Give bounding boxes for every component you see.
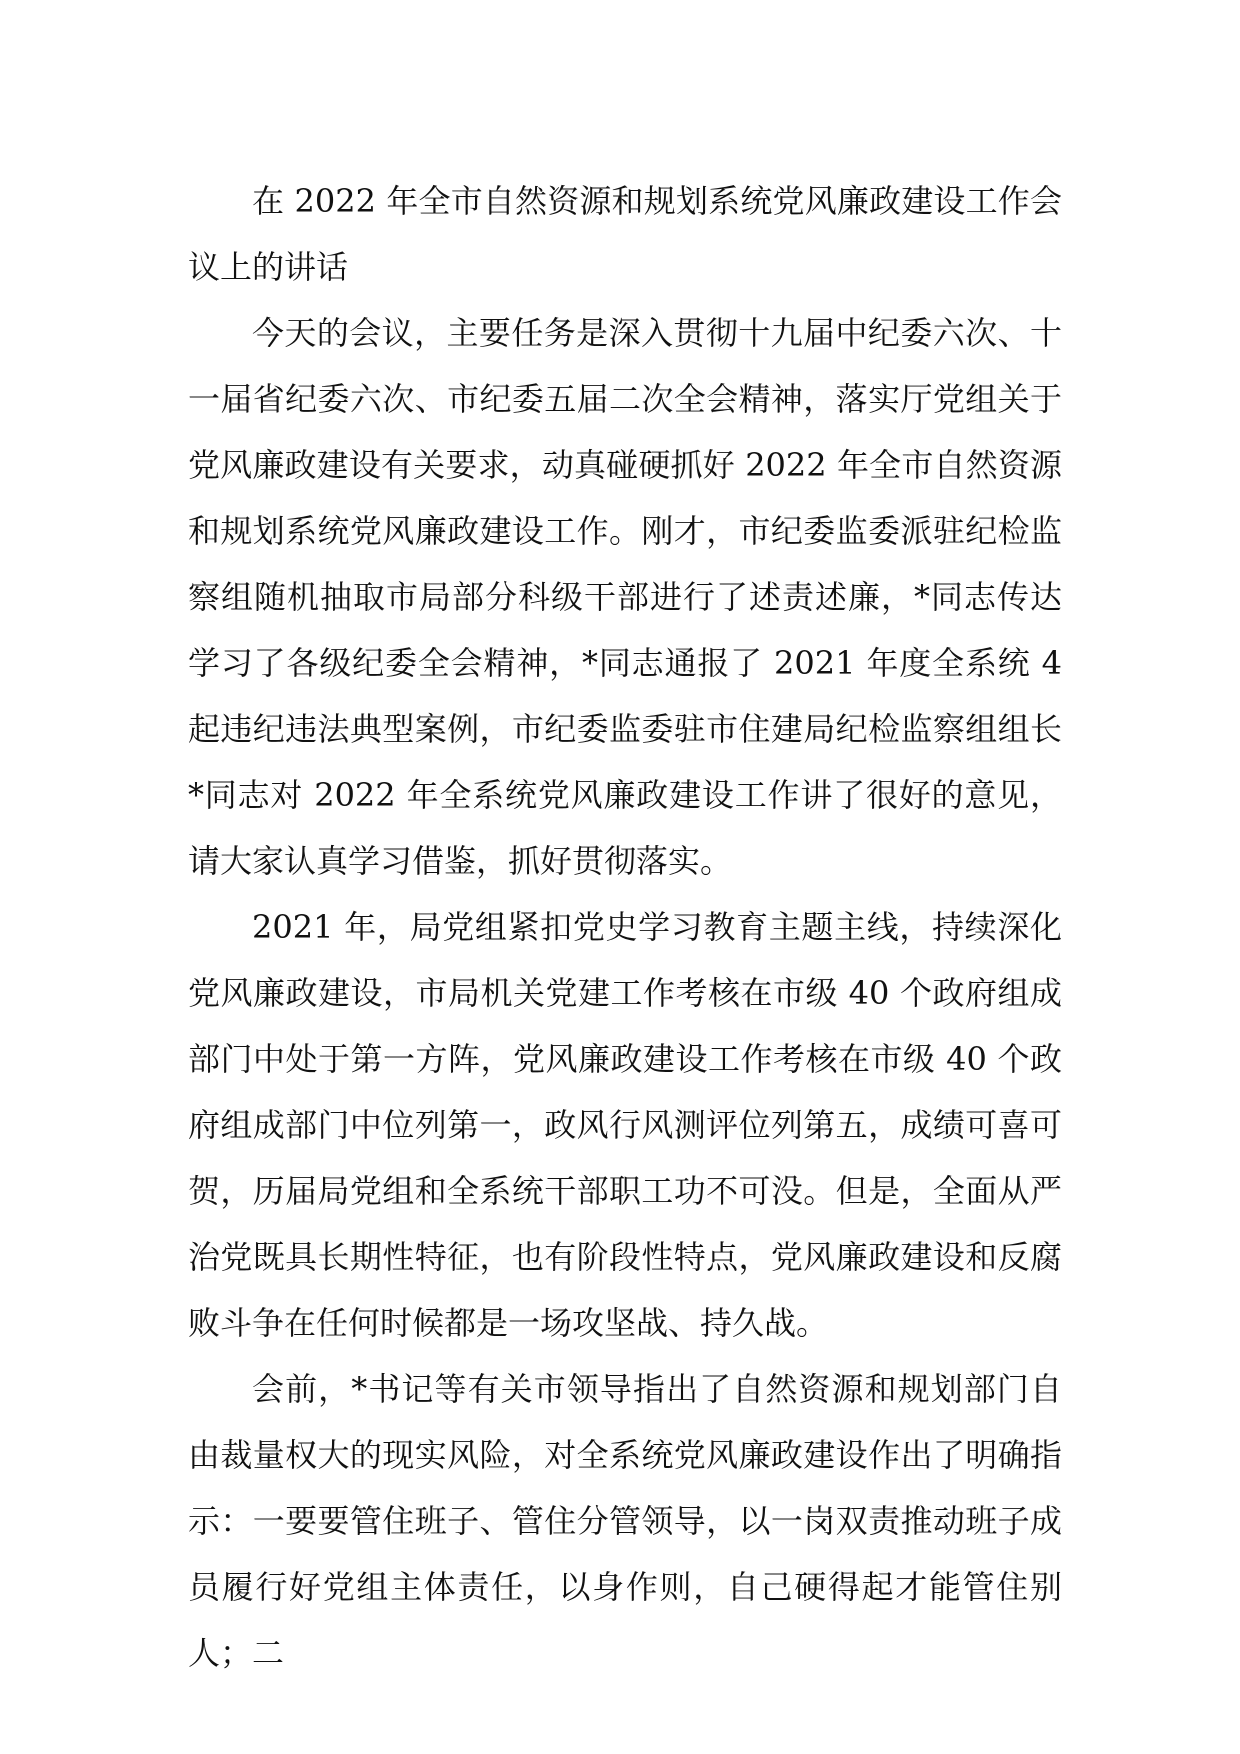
paragraph-leader-instructions: 会前，*书记等有关市领导指出了自然资源和规划部门自由裁量权大的现实风险，对全系统党风廉政建设作出了明确指示：一要要管住班子、管住分管领导，以一岗双责推动班子成员履行好党组主体责任，以身作则，自己硬得起才能管住别人；二 <box>188 1370 1062 1672</box>
paragraph-opening: 今天的会议，主要任务是深入贯彻十九届中纪委六次、十一届省纪委六次、市纪委五届二次全会精神，落实厅党组关于党风廉政建设有关要求，动真碰硬抓好 2022 年全市自然资源和规划系统党风廉政建设工作。刚才，市纪委监委派驻纪检监察组随机抽取市局部分科级干部进行了述责述廉，*同志传达学习了各级纪委全会精神，*同志通报了 2021 年度全系统 4 起违纪违法典型案例，市纪委监委驻市住建局纪检监察组组长*同志对 2022 年全系统党风廉政建设工作讲了很好的意见，请大家认真学习借鉴，抓好贯彻落实。 <box>188 314 1062 880</box>
document-body <box>188 168 1062 1686</box>
document-title: 在 2022 年全市自然资源和规划系统党风廉政建设工作会议上的讲话 <box>188 182 1062 286</box>
paragraph-review-2021: 2021 年，局党组紧扣党史学习教育主题主线，持续深化党风廉政建设，市局机关党建工作考核在市级 40 个政府组成部门中处于第一方阵，党风廉政建设工作考核在市级 40 个政府组成部门中位列第一，政风行风测评位列第五，成绩可喜可贺，历届局党组和全系统干部职工功不可没。但是，全面从严治党既具长期性特征，也有阶段性特点，党风廉政建设和反腐败斗争在任何时候都是一场攻坚战、持久战。 <box>188 908 1062 1342</box>
